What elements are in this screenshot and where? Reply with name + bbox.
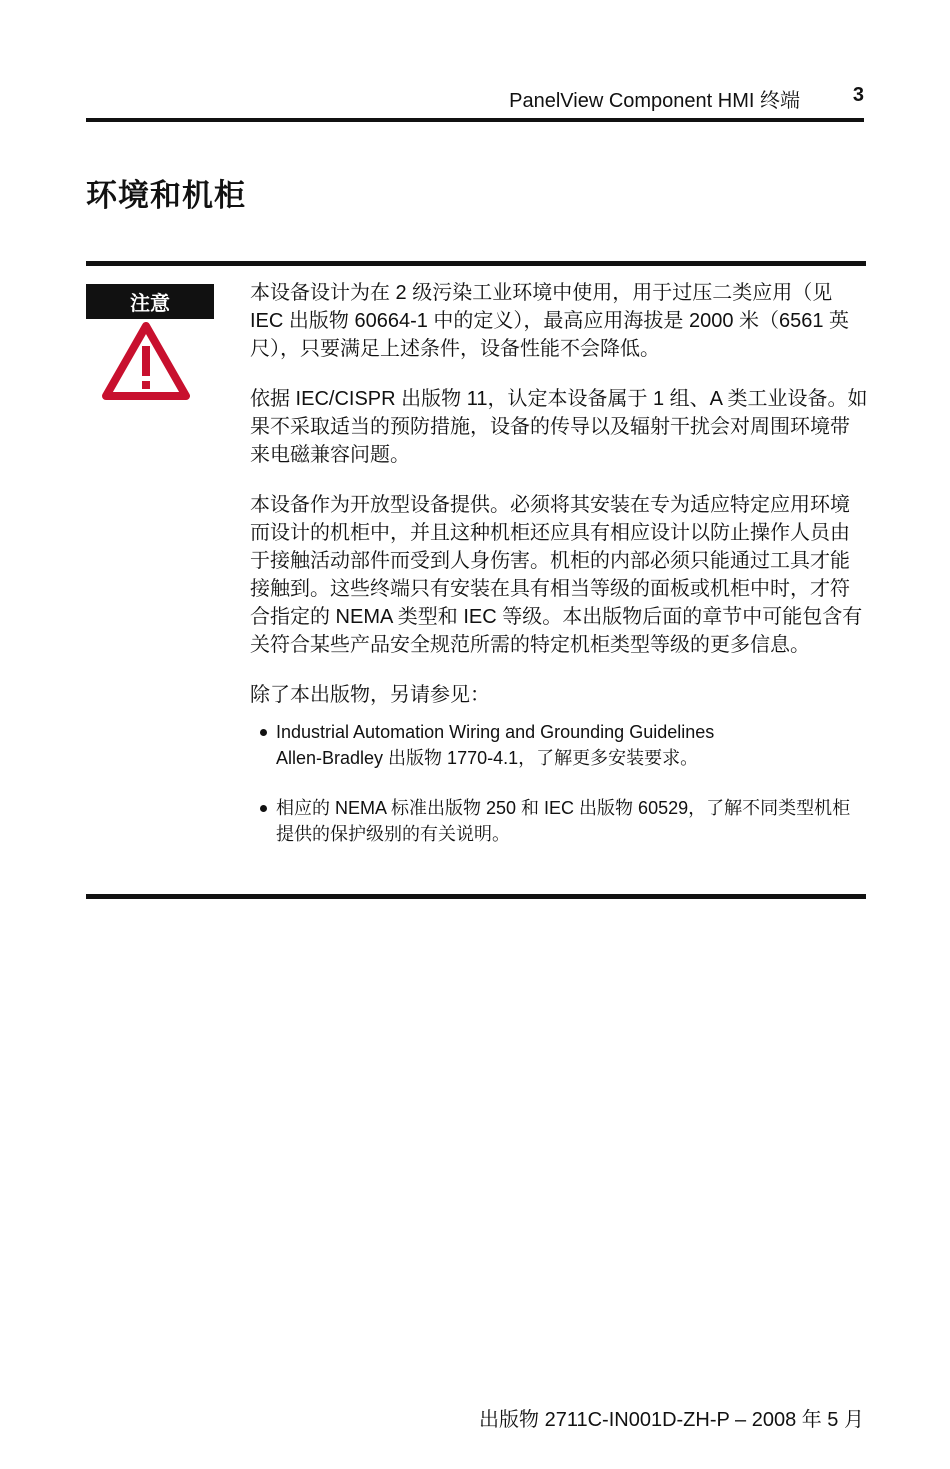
bullet-icon bbox=[260, 805, 267, 812]
attention-box-bottom-rule bbox=[86, 894, 866, 899]
paragraph-emc: 依据 IEC/CISPR 出版物 11，认定本设备属于 1 组、A 类工业设备。如果不采取适当的预防措施，设备的传导以及辐射干扰会对周围环境带来电磁兼容问题。 bbox=[250, 388, 868, 466]
attention-label: 注意 bbox=[86, 284, 214, 319]
bullet-icon bbox=[260, 729, 267, 736]
paragraph-see-also: 除了本出版物，另请参见： bbox=[250, 684, 490, 706]
footer-publication: 出版物 2711C-IN001D-ZH-P – 2008 年 5 月 bbox=[479, 1409, 864, 1431]
warning-triangle-icon bbox=[102, 322, 190, 400]
attention-box-top-rule bbox=[86, 261, 866, 266]
page-number: 3 bbox=[852, 84, 864, 106]
section-title: 环境和机柜 bbox=[86, 178, 246, 213]
reference-list bbox=[250, 719, 868, 847]
attention-content bbox=[250, 279, 868, 871]
list-item bbox=[250, 719, 868, 771]
list-item-title: 相应的 NEMA 标准出版物 250 和 IEC 出版物 60529，了解不同类型机柜提供的保护级别的有关说明。 bbox=[276, 798, 851, 844]
list-item bbox=[250, 795, 868, 847]
paragraph-enclosure: 本设备作为开放型设备提供。必须将其安装在专为适应特定应用环境而设计的机柜中，并且这种机柜还应具有相应设计以防止操作人员由于接触活动部件而受到人身伤害。机柜的内部必须只能通过工具才能接触到。这些终端只有安装在具有相当等级的面板或机柜中时，才符合指定的 NEMA 类型和 IEC 等级。本出版物后面的章节中可能包含有关符合某些产品安全规范所需的特定机柜类型等级的更多信息。 bbox=[250, 494, 863, 656]
list-item-detail: Allen-Bradley 出版物 1770-4.1，了解更多安装要求。 bbox=[276, 748, 699, 768]
header-divider bbox=[86, 118, 864, 122]
header-title: PanelView Component HMI 终端 bbox=[509, 90, 800, 112]
paragraph-altitude: 本设备设计为在 2 级污染工业环境中使用，用于过压二类应用（见 IEC 出版物 60664-1 中的定义），最高应用海拔是 2000 米（6561 英尺），只要满足上述条件，设备性能不会降低。 bbox=[250, 282, 850, 360]
list-item-title: Industrial Automation Wiring and Grounding Guidelines bbox=[276, 722, 715, 742]
